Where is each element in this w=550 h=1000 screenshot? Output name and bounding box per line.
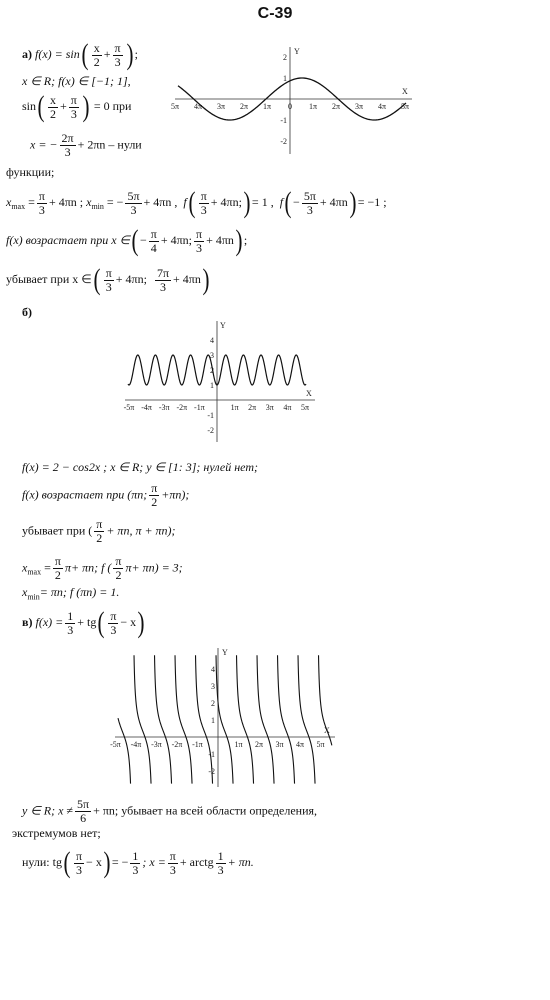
tangent-branch bbox=[134, 655, 151, 783]
x-tick-label: 5π bbox=[316, 740, 325, 749]
x-tick-label: -2π bbox=[171, 740, 183, 749]
x-tick-label: 5π bbox=[400, 102, 410, 111]
x-tick-label: 1π bbox=[230, 403, 239, 412]
x-tick-label: -2π bbox=[176, 403, 188, 412]
x-tick-label: 5π bbox=[300, 403, 310, 412]
y-tick-label: 2 bbox=[283, 53, 287, 62]
tangent-branch bbox=[118, 718, 131, 784]
graph-b bbox=[120, 318, 320, 443]
graph-a bbox=[170, 42, 420, 157]
x-tick-label: -1π bbox=[192, 740, 203, 749]
x-tick-label: 2π bbox=[239, 102, 249, 111]
y-tick-label: -1 bbox=[207, 411, 214, 420]
decreasing-line: убывает при x ∈( $\frac{\pi}{3}$ + 4πn; $\frac{7\pi}{3}$ + 4πn) bbox=[6, 263, 210, 296]
x-tick-label: 2π bbox=[254, 740, 264, 749]
x-tick-label: 1π bbox=[308, 102, 318, 111]
zero-condition: sin( $\frac{x}{2}$ + $\frac{\pi}{3}$ ) = 0 при bbox=[22, 90, 132, 123]
tangent-branch bbox=[196, 655, 213, 783]
functions-label: функции; bbox=[6, 165, 55, 179]
part-b-max: $x_{max}$ = $\frac{\pi}{2}$ π+ πn; f ( $\frac{\pi}{2}$ π+ πn) = 3; bbox=[22, 554, 183, 582]
graph-v bbox=[110, 645, 340, 790]
x-tick-label: -4π bbox=[141, 403, 152, 412]
part-b-label: б) bbox=[22, 305, 32, 319]
tangent-branch bbox=[295, 655, 315, 783]
tangent-branch bbox=[254, 655, 274, 783]
x-tick-label: -4π bbox=[130, 740, 142, 749]
y-tick-label: 4 bbox=[210, 336, 214, 345]
tangent-branch bbox=[237, 655, 254, 783]
x-tick-label: 1π bbox=[262, 102, 272, 111]
x-tick-label: 3π bbox=[265, 403, 274, 412]
zeros-line: x = − $\frac{2\pi}{3}$ + 2πn – нули bbox=[30, 131, 142, 159]
x-tick-label: 4π bbox=[193, 102, 203, 111]
tangent-branch bbox=[175, 655, 192, 783]
x-tick-label: -5π bbox=[123, 403, 135, 412]
y-tick-label: 4 bbox=[211, 665, 215, 674]
x-tick-label: 4π bbox=[377, 102, 387, 111]
x-tick-label: 0 bbox=[288, 102, 292, 111]
x-axis-label: X bbox=[324, 726, 330, 735]
domain-line: x ∈ R; f(x) ∈ [−1; 1], bbox=[22, 74, 131, 88]
y-axis-label: Y bbox=[294, 47, 300, 56]
increasing-line: f(x) возрастает при x ∈( − $\frac{\pi}{4}$ + 4πn; $\frac{\pi}{3}$ + 4πn) ; bbox=[6, 224, 248, 257]
x-tick-label: 3π bbox=[354, 102, 364, 111]
x-tick-label: 3π bbox=[275, 740, 284, 749]
y-tick-label: -2 bbox=[208, 767, 215, 776]
extrema-line: $x_{max}$ = $\frac{\pi}{3}$ + 4πn ; $x_{min}$ = − $\frac{5\pi}{3}$ + 4πn , f( $\frac{\pi}{3}$ + 4πn;) = 1 , f( − $\frac{5\pi}{3}$ + 4πn) = −1 ; bbox=[6, 186, 387, 219]
y-tick-label: 1 bbox=[210, 381, 214, 390]
y-tick-label: 3 bbox=[211, 682, 215, 691]
y-tick-label: -1 bbox=[208, 750, 215, 759]
y-tick-label: 2 bbox=[211, 699, 215, 708]
x-axis-label: X bbox=[402, 87, 408, 96]
x-tick-label: 2π bbox=[248, 403, 257, 412]
tangent-branch bbox=[216, 655, 233, 783]
x-tick-label: -1π bbox=[194, 403, 205, 412]
y-tick-label: 3 bbox=[210, 351, 214, 360]
y-tick-label: -1 bbox=[280, 116, 287, 125]
part-v-extrema: экстремумов нет; bbox=[12, 826, 101, 840]
part-b-increasing: f(x) возрастает при (πn; $\frac{\pi}{2}$ +πn); bbox=[22, 481, 190, 509]
part-a-label: а) bbox=[22, 46, 32, 61]
page-title: С-39 bbox=[257, 5, 293, 22]
y-tick-label: 1 bbox=[211, 716, 215, 725]
part-a-formula: а) f(x) = sin( $\frac{x}{2}$ + $\frac{\pi}{3}$ ) ; bbox=[22, 38, 138, 71]
frac-pi-3: $\frac{\pi}{3}$ bbox=[114, 40, 121, 69]
x-tick-label: -3π bbox=[158, 403, 170, 412]
x-tick-label: 2π bbox=[331, 102, 341, 111]
y-axis-label: Y bbox=[222, 648, 228, 657]
part-b-decreasing: убывает при ( $\frac{\pi}{2}$ + πn, π + πn); bbox=[22, 517, 176, 545]
frac-x-2: $\frac{x}{2}$ bbox=[93, 40, 100, 69]
x-tick-label: 3π bbox=[216, 102, 226, 111]
y-tick-label: 2 bbox=[210, 366, 214, 375]
y-tick-label: -2 bbox=[280, 137, 287, 146]
tangent-branch bbox=[155, 655, 172, 783]
x-tick-label: -3π bbox=[151, 740, 162, 749]
x-tick-label: 5π bbox=[170, 102, 180, 111]
tangent-branch bbox=[278, 655, 295, 783]
x-tick-label: 1π bbox=[234, 740, 243, 749]
y-axis-label: Y bbox=[220, 321, 226, 330]
part-v-zeros: нули: tg( $\frac{\pi}{3}$ − x) = − $\frac{1}{3}$ ; x = $\frac{\pi}{3}$ + arctg $\frac{1}{3}$ + πn. bbox=[22, 846, 254, 879]
part-b-line1: f(x) = 2 − cos2x ; x ∈ R; y ∈ [1: 3]; нулей нет; bbox=[22, 460, 258, 474]
x-axis-label: X bbox=[306, 389, 312, 398]
part-v-domain: y ∈ R; x ≠ $\frac{5\pi}{6}$ + πn; убывает на всей области определения, bbox=[22, 797, 318, 825]
formula-lhs: f(x) = sin bbox=[35, 46, 80, 61]
y-tick-label: 1 bbox=[283, 74, 287, 83]
x-tick-label: 4π bbox=[283, 403, 292, 412]
x-tick-label: 4π bbox=[295, 740, 305, 749]
y-tick-label: -2 bbox=[207, 426, 214, 435]
part-b-min: $x_{min}= \pi n$; f (πn) = 1. bbox=[22, 585, 120, 602]
part-v-formula: в) f(x) = $\frac{1}{3}$ + tg( $\frac{\pi}{3}$ − x) bbox=[22, 606, 145, 639]
x-tick-label: -5π bbox=[110, 740, 121, 749]
